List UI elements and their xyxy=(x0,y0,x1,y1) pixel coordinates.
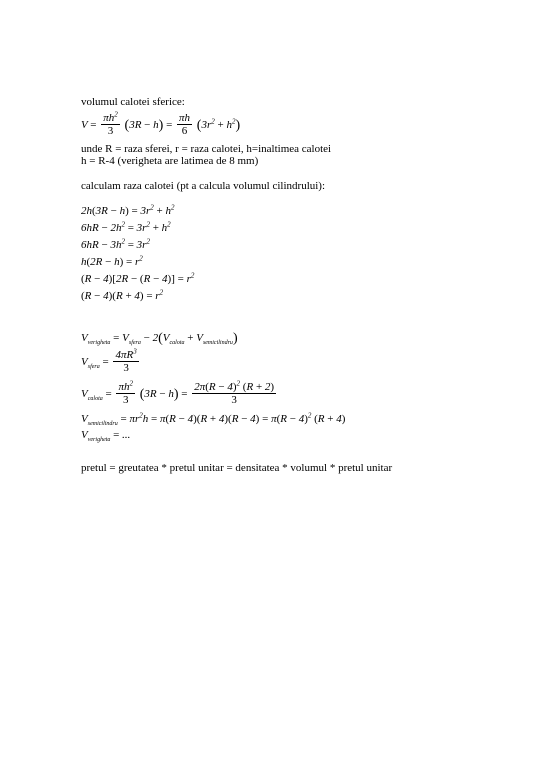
derivation-line-2: $6hR - 2h^2 = 3r^2 + h^2$ xyxy=(81,220,171,234)
formula-v-sfera: $V_{sfera}$ = $\frac{4\pi R^3}{3}$ xyxy=(81,347,137,374)
formula-v-calota: $V_{calota}$ = $\frac{\pi h^2}{3}$ (3R − h) = $\frac{2\pi(R - 4)^2 (R + 2)}{3}$ xyxy=(81,379,275,406)
derivation-line-4: $h(2R - h) = r^2$ xyxy=(81,254,143,268)
derivation-line-6: $(R - 4)(R + 4) = r^2$ xyxy=(81,288,164,302)
derivation-line-1: $2h(3R - h) = 3r^2 + h^2$ xyxy=(81,203,175,217)
legend-line-2: h = R-4 (verigheta are latimea de 8 mm) xyxy=(81,155,259,167)
formula-calota-volume: V = $\frac{\pi h^2}{3}$ (3R − h) = $\frac{\pi h}{6}$ $(3r^2 + h^2)$ xyxy=(81,110,241,137)
price-text: pretul = greutatea * pretul unitar = densitatea * volumul * pretul unitar xyxy=(81,462,393,474)
formula-v-semicilindru: $V_{semicilindru} = \pi r^2h = \pi(R - 4)(R + 4)(R - 4) = \pi(R - 4)^2$ (R + 4) xyxy=(81,411,346,428)
legend-line-1: unde R = raza sferei, r = raza calotei, h=inaltimea calotei xyxy=(81,143,332,155)
intro-text: volumul calotei sferice: xyxy=(81,96,185,108)
derivation-line-3: $6hR - 3h^2 = 3r^2$ xyxy=(81,237,150,251)
derivation-line-5: $(R - 4)[2R - (R - 4)] = r^2$ xyxy=(81,271,195,285)
formula-v-verigheta-result: $V_{verigheta}$ = ... xyxy=(81,429,131,444)
formula-v-verigheta: $V_{verigheta} = V_{sfera} - 2(V_{calota} + V_{semicilindru})$ xyxy=(81,331,238,347)
calc-intro-text: calculam raza calotei (pt a calcula volumul cilindrului): xyxy=(81,180,326,192)
